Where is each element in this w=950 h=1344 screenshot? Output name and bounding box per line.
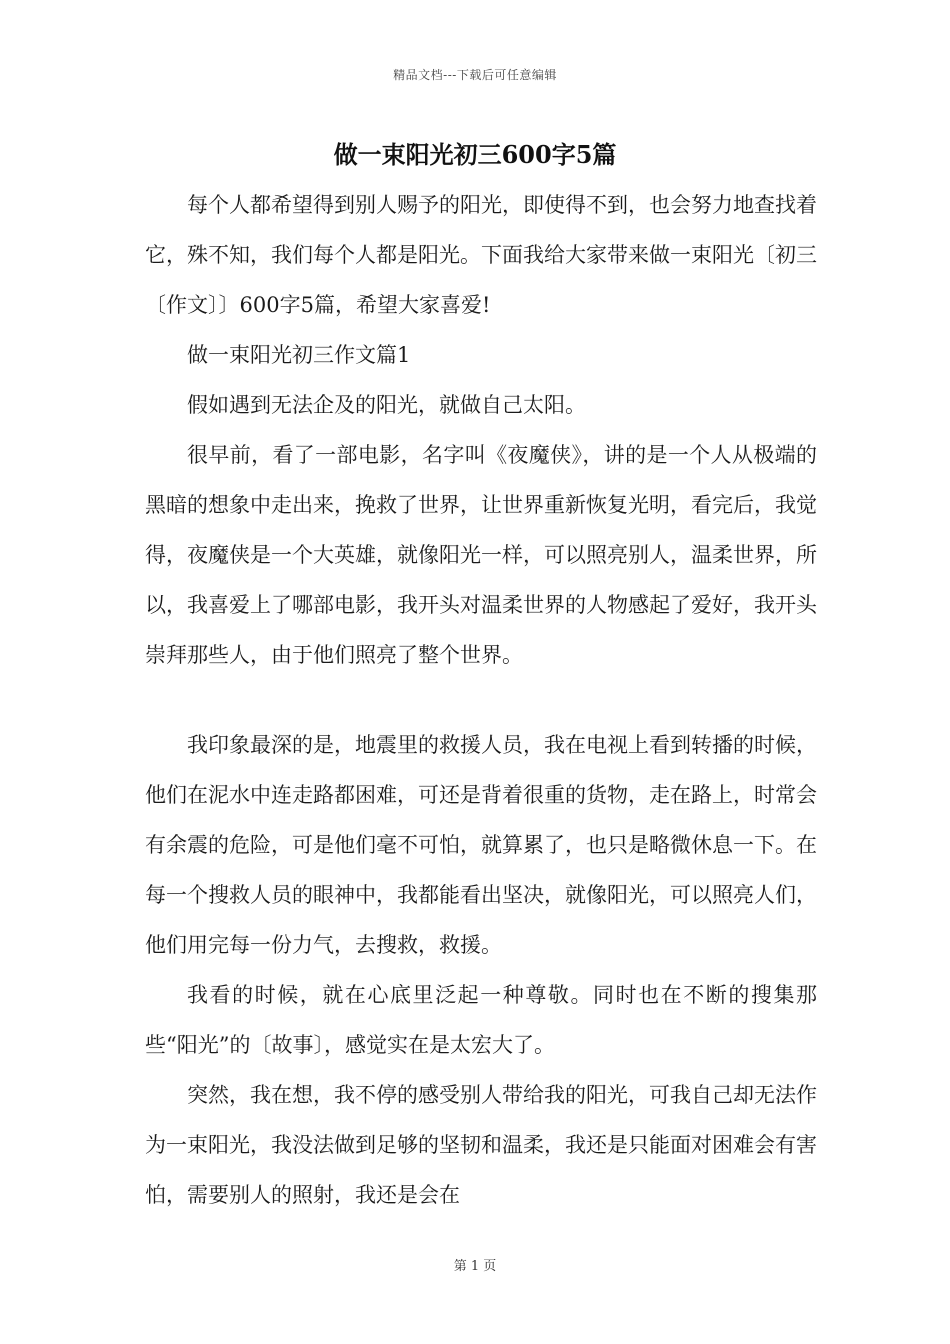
paragraph: 很早前，看了一部电影，名字叫《夜魔侠》，讲的是一个人从极端的黑暗的想象中走出来，挽救了世界，让世界重新恢复光明，看完后，我觉得，夜魔侠是一个大英雄，就像阳光一样，可以照亮别人，温柔世界，所以，我喜爱上了哪部电影，我开头对温柔世界的人物感起了爱好，我开头崇拜那些人，由于他们照亮了整个世界。	[145, 443, 817, 667]
section-heading: 做一束阳光初三作文篇1	[187, 343, 411, 367]
paragraph-gap	[145, 680, 817, 720]
paragraph: 我印象最深的是，地震里的救援人员，我在电视上看到转播的时候，他们在泥水中连走路都困难，可还是背着很重的货物，走在路上，时常会有余震的危险，可是他们毫不可怕，就算累了，也只是略微休息一下。在每一个搜救人员的眼神中，我都能看出坚决，就像阳光，可以照亮人们，他们用完每一份力气，去搜救，救援。	[145, 733, 817, 957]
document-title: 做一束阳光初三600字5篇	[333, 140, 617, 169]
document-header: 精品文档---下载后可任意编辑	[393, 68, 557, 82]
paragraph: 假如遇到无法企及的阳光，就做自己太阳。	[187, 393, 586, 417]
paragraph: 我看的时候，就在心底里泛起一种尊敬。同时也在不断的搜集那些“阳光”的〔故事〕，感觉实在是太宏大了。	[145, 983, 817, 1057]
paragraph: 突然，我在想，我不停的感受别人带给我的阳光，可我自己却无法作为一束阳光，我没法做到足够的坚韧和温柔，我还是只能面对困难会有害怕，需要别人的照射，我还是会在	[145, 1083, 817, 1207]
paragraph-intro: 每个人都希望得到别人赐予的阳光，即使得不到，也会努力地查找着它，殊不知，我们每个人都是阳光。下面我给大家带来做一束阳光〔初三〔作文〕〕600字5篇，希望大家喜爱!	[145, 193, 817, 317]
page-number: 第 1 页	[453, 1259, 497, 1274]
document-body	[145, 180, 817, 1220]
